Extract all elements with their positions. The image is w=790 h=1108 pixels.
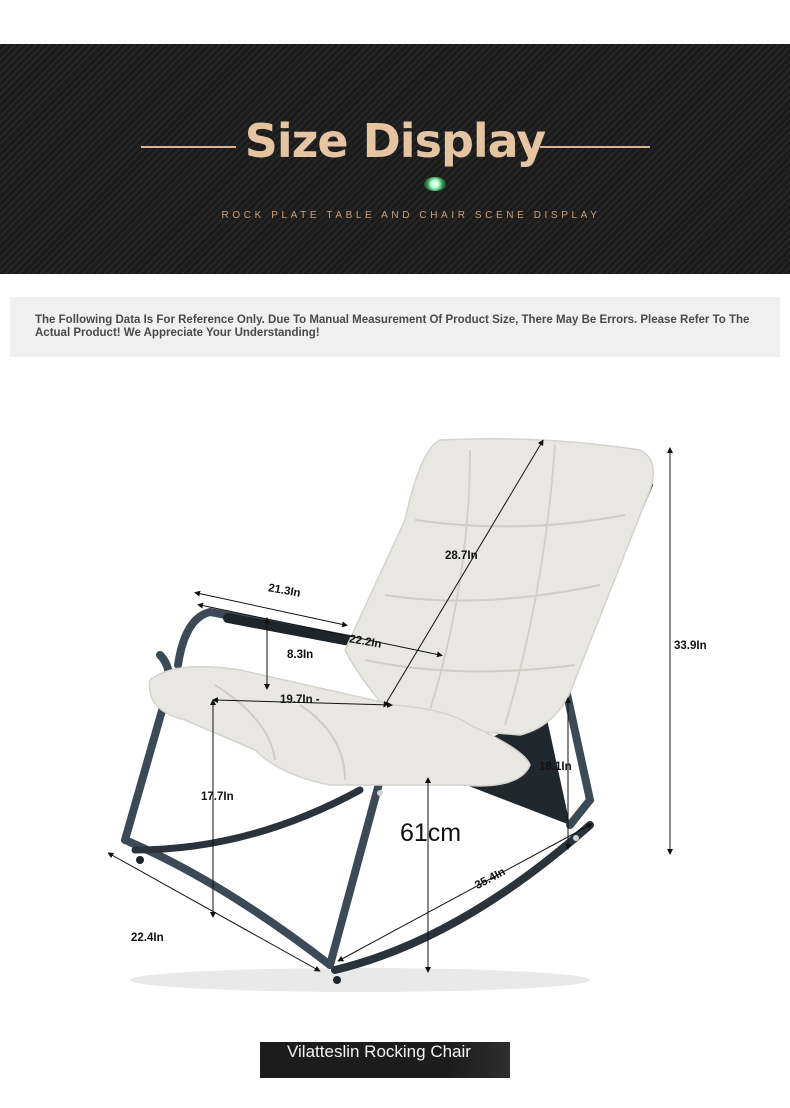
rocker-length-label: 35.4In bbox=[473, 866, 508, 892]
page-title: Size Display bbox=[244, 114, 546, 168]
backrest-length-label: 28.7In bbox=[445, 550, 478, 562]
sparkle-icon bbox=[424, 177, 446, 191]
page-subtitle: ROCK PLATE TABLE AND CHAIR SCENE DISPLAY bbox=[221, 210, 601, 221]
arm-length-label: 21.3In bbox=[267, 582, 302, 600]
rear-seat-height-label: 18.1In bbox=[539, 761, 572, 773]
disclaimer-text: The Following Data Is For Reference Only. Due To Manual Measurement Of Product Size, There May Be Errors. Please Refer To The Actual Product! We Appreciate Your Understanding! bbox=[35, 314, 750, 339]
disclaimer-notice bbox=[10, 297, 780, 357]
seat-depth-label: 22.2In bbox=[348, 633, 383, 651]
total-height-label: 33.9In bbox=[674, 640, 707, 652]
product-caption bbox=[260, 1042, 510, 1078]
product-dimension-diagram bbox=[0, 380, 790, 1030]
center-height-label: 61cm bbox=[400, 819, 462, 847]
seat-width-label: 19.7In - bbox=[280, 694, 320, 706]
header-banner bbox=[0, 44, 790, 274]
base-width-label: 22.4In bbox=[131, 932, 164, 944]
front-seat-height-label: 17.7In bbox=[201, 791, 234, 803]
rocking-chair-illustration bbox=[0, 380, 790, 1030]
arm-height-label: 8.3In bbox=[287, 649, 314, 661]
product-name: Vilatteslin Rocking Chair bbox=[287, 1042, 471, 1061]
